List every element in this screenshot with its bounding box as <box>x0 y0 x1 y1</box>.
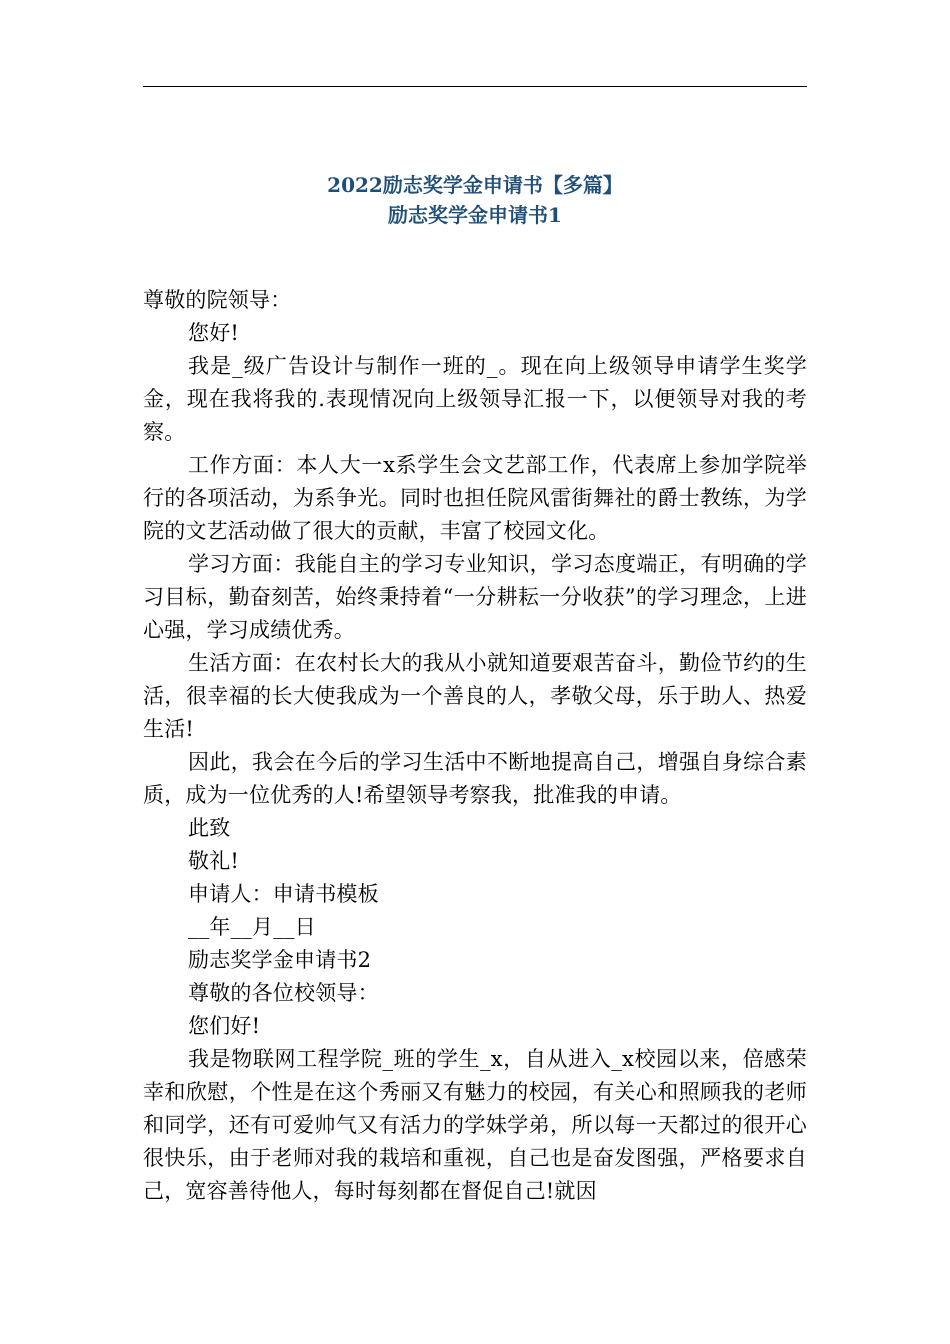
body-paragraph: 学习方面：我能自主的学习专业知识，学习态度端正，有明确的学习目标，勤奋刻苦，始终秉持着“一分耕耘一分收获”的学习理念，上进心强，学习成绩优秀。 <box>143 552 807 642</box>
greeting: 您们好! <box>188 1014 261 1038</box>
document-title: 2022励志奖学金申请书【多篇】 <box>327 173 623 197</box>
closing-salute: 敬礼! <box>188 849 240 873</box>
closing-line: 此致 <box>188 816 231 840</box>
date-line: __年__月__日 <box>188 915 316 939</box>
salutation: 尊敬的各位校领导： <box>188 981 379 1005</box>
body-paragraph: 工作方面：本人大一x系学生会文艺部工作，代表席上参加学院举行的各项活动，为系争光。同时也担任院风雷街舞社的爵士教练，为学院的文艺活动做了很大的贡献，丰富了校园文化。 <box>143 453 807 543</box>
section-heading: 励志奖学金申请书2 <box>188 948 372 972</box>
header-rule <box>143 86 807 87</box>
body-paragraph: 生活方面：在农村长大的我从小就知道要艰苦奋斗，勤俭节约的生活，很幸福的长大使我成为一个善良的人，孝敬父母，乐于助人、热爱生活! <box>143 651 807 741</box>
title-block <box>143 170 807 230</box>
greeting: 您好! <box>188 321 240 345</box>
salutation: 尊敬的院领导： <box>143 288 292 312</box>
body-paragraph: 我是_级广告设计与制作一班的_。现在向上级领导申请学生奖学金，现在我将我的.表现情况向上级领导汇报一下，以便领导对我的考察。 <box>143 354 807 444</box>
document-body <box>143 284 807 1208</box>
body-paragraph: 因此，我会在今后的学习生活中不断地提高自己，增强自身综合素质，成为一位优秀的人!希望领导考察我，批准我的申请。 <box>143 750 807 807</box>
document-subtitle: 励志奖学金申请书1 <box>388 203 562 227</box>
applicant-line: 申请人：申请书模板 <box>188 882 379 906</box>
body-paragraph: 我是物联网工程学院_班的学生_x，自从进入_x校园以来，倍感荣幸和欣慰，个性是在这个秀丽又有魅力的校园，有关心和照顾我的老师和同学，还有可爱帅气又有活力的学妹学弟，所以每一天都过的很开心很快乐，由于老师对我的栽培和重视，自己也是奋发图强，严格要求自己，宽容善待他人，每时每刻都在督促自己!就因 <box>143 1047 807 1203</box>
